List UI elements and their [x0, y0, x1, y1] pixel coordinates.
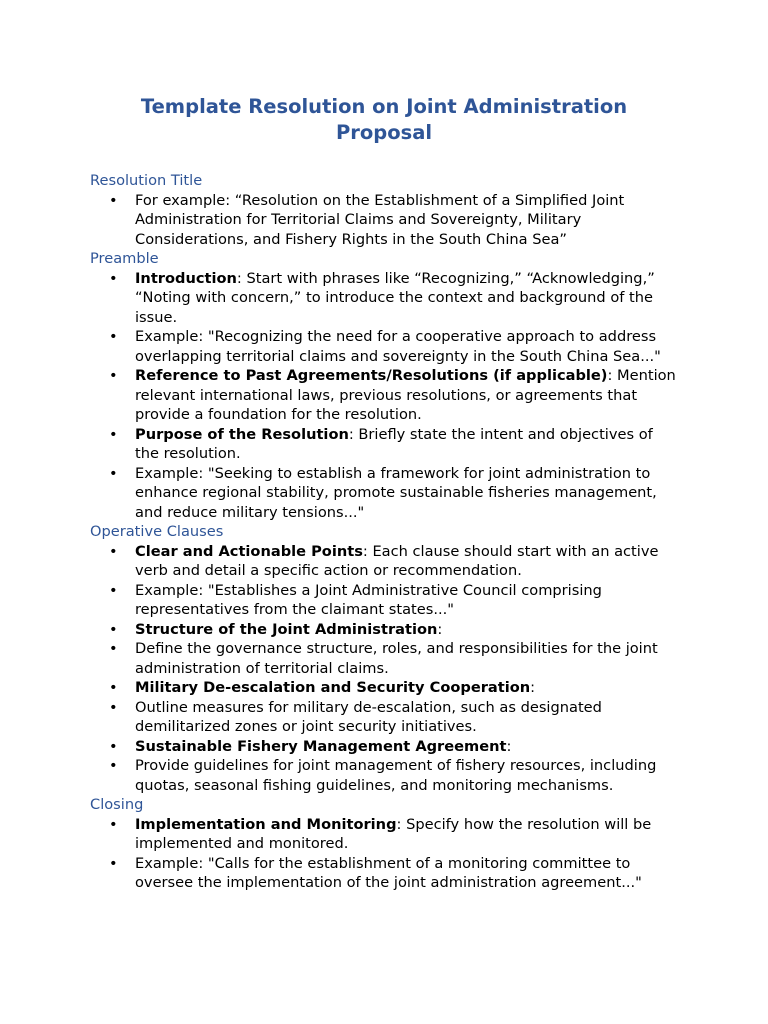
- bullet-icon: •: [109, 620, 118, 638]
- item-text: Define the governance structure, roles, and responsibilities for the joint administration of territorial claims.: [135, 640, 658, 677]
- item-text: Outline measures for military de-escalation, such as designated demilitarized zones or joint security initiatives.: [135, 698, 602, 735]
- section-heading: Preamble: [90, 250, 159, 267]
- bullet-icon: •: [109, 425, 118, 443]
- bullet-list: [90, 191, 690, 250]
- bullet-list: [90, 542, 690, 796]
- list-item: [90, 366, 680, 425]
- item-text: Provide guidelines for joint management of fishery resources, including quotas, seasonal fishing guidelines, and monitoring mechanisms.: [135, 757, 657, 794]
- item-lead-text: Military De-escalation and Security Cooperation: [135, 679, 531, 696]
- list-item: [90, 854, 680, 893]
- item-lead-text: Structure of the Joint Administration: [135, 620, 438, 638]
- item-lead-text: Sustainable Fishery Management Agreement: [135, 737, 507, 755]
- bullet-list: [90, 815, 690, 893]
- item-text: : Mention relevant international laws, previous resolutions, or agreements that provide a foundation for the resolution.: [135, 367, 676, 423]
- item-text: : Each clause should start with an active verb and detail a specific action or recommendation.: [135, 542, 659, 579]
- item-text: :: [506, 737, 512, 755]
- item-lead-text: Clear and Actionable Points: [135, 542, 363, 560]
- bullet-icon: •: [109, 757, 118, 774]
- list-item: [90, 425, 680, 464]
- section-heading: Resolution Title: [90, 172, 203, 189]
- list-item: [90, 464, 680, 523]
- item-text: Example: "Recognizing the need for a cooperative approach to address overlapping territorial claims and sovereignty in the South China Sea...": [135, 328, 661, 365]
- item-text: Example: "Seeking to establish a framework for joint administration to enhance regional stability, promote sustainable fisheries management, and reduce military tensions...": [135, 464, 657, 521]
- list-item: [90, 620, 680, 640]
- bullet-icon: •: [109, 737, 118, 755]
- item-lead-text: Purpose of the Resolution: [135, 425, 349, 443]
- item-text: : Specify how the resolution will be implemented and monitored.: [135, 815, 652, 852]
- document-body: [90, 171, 690, 893]
- list-item: [90, 327, 680, 366]
- list-item: [90, 698, 680, 737]
- item-text: : Briefly state the intent and objectives of the resolution.: [135, 425, 653, 462]
- bullet-icon: •: [109, 367, 118, 384]
- bullet-icon: •: [109, 464, 118, 482]
- list-item: [90, 639, 680, 678]
- item-text: For example: “Resolution on the Establishment of a Simplified Joint Administration for Territorial Claims and Sovereignty, Military Considerations, and Fishery Rights in the South China Sea”: [135, 191, 625, 248]
- bullet-list: [90, 269, 690, 523]
- bullet-icon: •: [109, 854, 118, 872]
- bullet-icon: •: [109, 640, 118, 657]
- bullet-icon: •: [109, 328, 118, 345]
- bullet-icon: •: [109, 679, 118, 696]
- item-text: :: [530, 679, 536, 696]
- list-item: [90, 542, 680, 581]
- list-item: [90, 737, 680, 757]
- item-text: Example: "Establishes a Joint Administrative Council comprising representatives from the claimant states...": [135, 581, 602, 618]
- list-item: [90, 678, 680, 698]
- item-lead-text: Reference to Past Agreements/Resolutions (if applicable): [135, 367, 608, 384]
- document-title: Template Resolution on Joint Administration Proposal: [140, 95, 628, 144]
- list-item: [90, 756, 680, 795]
- bullet-icon: •: [109, 269, 118, 287]
- section-heading: Operative Clauses: [90, 523, 224, 540]
- item-lead-text: Introduction: [135, 269, 237, 287]
- list-item: [90, 269, 680, 328]
- list-item: [90, 191, 680, 250]
- item-text: : Start with phrases like “Recognizing,” “Acknowledging,” “Noting with concern,” to introduce the context and background of the issue.: [135, 269, 655, 326]
- list-item: [90, 815, 680, 854]
- item-text: :: [437, 620, 443, 638]
- item-text: Example: "Calls for the establishment of a monitoring committee to oversee the implementation of the joint administration agreement...": [135, 854, 642, 891]
- bullet-icon: •: [109, 698, 118, 716]
- bullet-icon: •: [109, 542, 118, 560]
- bullet-icon: •: [109, 581, 118, 599]
- section-heading: Closing: [90, 796, 144, 813]
- bullet-icon: •: [109, 191, 118, 209]
- list-item: [90, 581, 680, 620]
- item-lead-text: Implementation and Monitoring: [135, 815, 397, 833]
- bullet-icon: •: [109, 815, 118, 833]
